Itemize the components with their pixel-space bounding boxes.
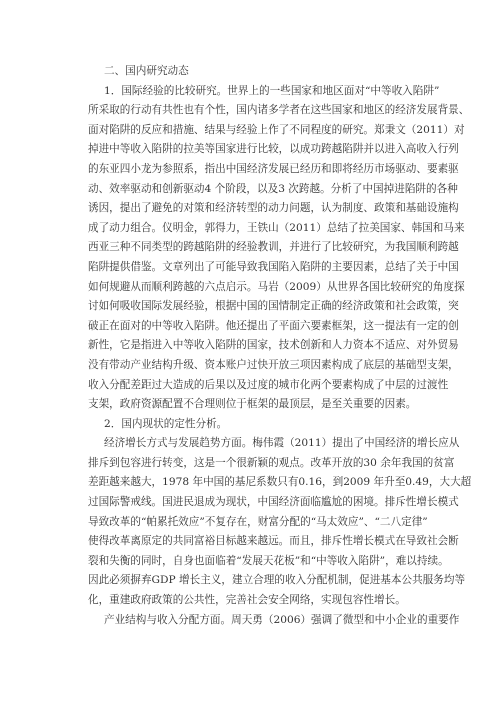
text-line: 裂和失衡的同时，自身也面临着“发展天花板”和“中等收入陷阱”，难以持续。 xyxy=(88,554,449,567)
text-line: 西亚三种不同类型的跨越陷阱的经验教训，并进行了比较研究，为我国顺利跨越 xyxy=(88,241,459,254)
text-line: 因此必须摒弃GDP 增长主义，建立合理的收入分配机制，促进基本公共服务均等 xyxy=(88,574,466,587)
text-line: 掉进中等收入陷阱的拉美等国家进行比较，以成功跨越陷阱并以进入高收入行列 xyxy=(88,143,459,156)
text-line: 2．国内现状的定性分析。 xyxy=(104,417,228,430)
text-line: 1．国际经验的比较研究。世界上的一些国家和地区面对“中等收入陷阱” xyxy=(104,84,440,97)
text-line: 的东亚四小龙为参照系，指出中国经济发展已经历和即将经历市场驱动、要素驱 xyxy=(88,162,459,175)
document-body xyxy=(88,62,472,630)
text-line: 动、效率驱动和创新驱动4 个阶段，以及3 次跨越。分析了中国掉进陷阱的各种 xyxy=(88,182,458,195)
text-line: 过国际警戒线。国进民退成为现状，中国经济面临尴尬的困境。排斥性增长模式 xyxy=(88,496,459,509)
text-line: 新性，它是指进入中等收入陷阱的国家，技术创新和人力资本不适应、对外贸易 xyxy=(88,339,459,352)
text-line: 面对陷阱的反应和措施、结果与经验上作了不同程度的研究。郑秉文（2011）对 xyxy=(88,123,465,136)
text-line: 收入分配差距过大造成的后果以及过度的城市化两个要素构成了中层的过渡性 xyxy=(88,378,449,391)
text-line: 化，重建政府政策的公共性，完善社会安全网络，实现包容性增长。 xyxy=(88,594,406,607)
text-line: 没有带动产业结构升级、资本账户过快开放三项因素构成了底层的基础型支架， xyxy=(88,358,459,371)
text-line: 如何规避从而顺利跨越的六点启示。马岩（2009）从世界各国比较研究的角度探 xyxy=(88,280,465,293)
text-line: 排斥到包容进行转变，这是一个很新颖的观点。改革开放的30 余年我国的贫富 xyxy=(88,456,455,469)
text-line: 差距越来越大，1978 年中国的基尼系数只有0.16，到2009 年升至0.49，大大超 xyxy=(88,476,472,489)
text-line: 支架，政府资源配置不合理则位于框架的最顶层，是至关重要的因素。 xyxy=(88,398,417,411)
text-line: 使得改革离原定的共同富裕目标越来越远。而且，排斥性增长模式在导致社会断 xyxy=(88,535,459,548)
text-line: 诱因，提出了避免的对策和经济转型的动力问题，认为制度、政策和基础设施构 xyxy=(88,202,459,215)
text-line: 破正在面对的中等收入陷阱。他还提出了平面六要素框架，这一提法有一定的创 xyxy=(88,319,459,332)
text-line: 二、国内研究动态 xyxy=(104,65,189,77)
text-line: 导致改革的“帕累托效应”不复存在，财富分配的“马太效应”、“二八定律” xyxy=(88,515,428,528)
text-line: 陷阱提供借鉴。文章列出了可能导致我国陷入陷阱的主要因素，总结了关于中国 xyxy=(88,260,459,273)
text-line: 讨如何吸收国际发展经验，根据中国的国情制定正确的经济政策和社会政策，突 xyxy=(88,300,459,313)
text-line: 所采取的行动有共性也有个性，国内诸多学者在这些国家和地区的经济发展背景、 xyxy=(88,104,470,117)
text-line: 产业结构与收入分配方面。周天勇（2006）强调了微型和中小企业的重要作 xyxy=(104,613,460,626)
text-line: 经济增长方式与发展趋势方面。梅伟霞（2011）提出了中国经济的增长应从 xyxy=(104,437,460,450)
text-line: 成了动力组合。仪明金，郭得力，王铁山（2011）总结了拉美国家、韩国和马来 xyxy=(88,221,465,234)
